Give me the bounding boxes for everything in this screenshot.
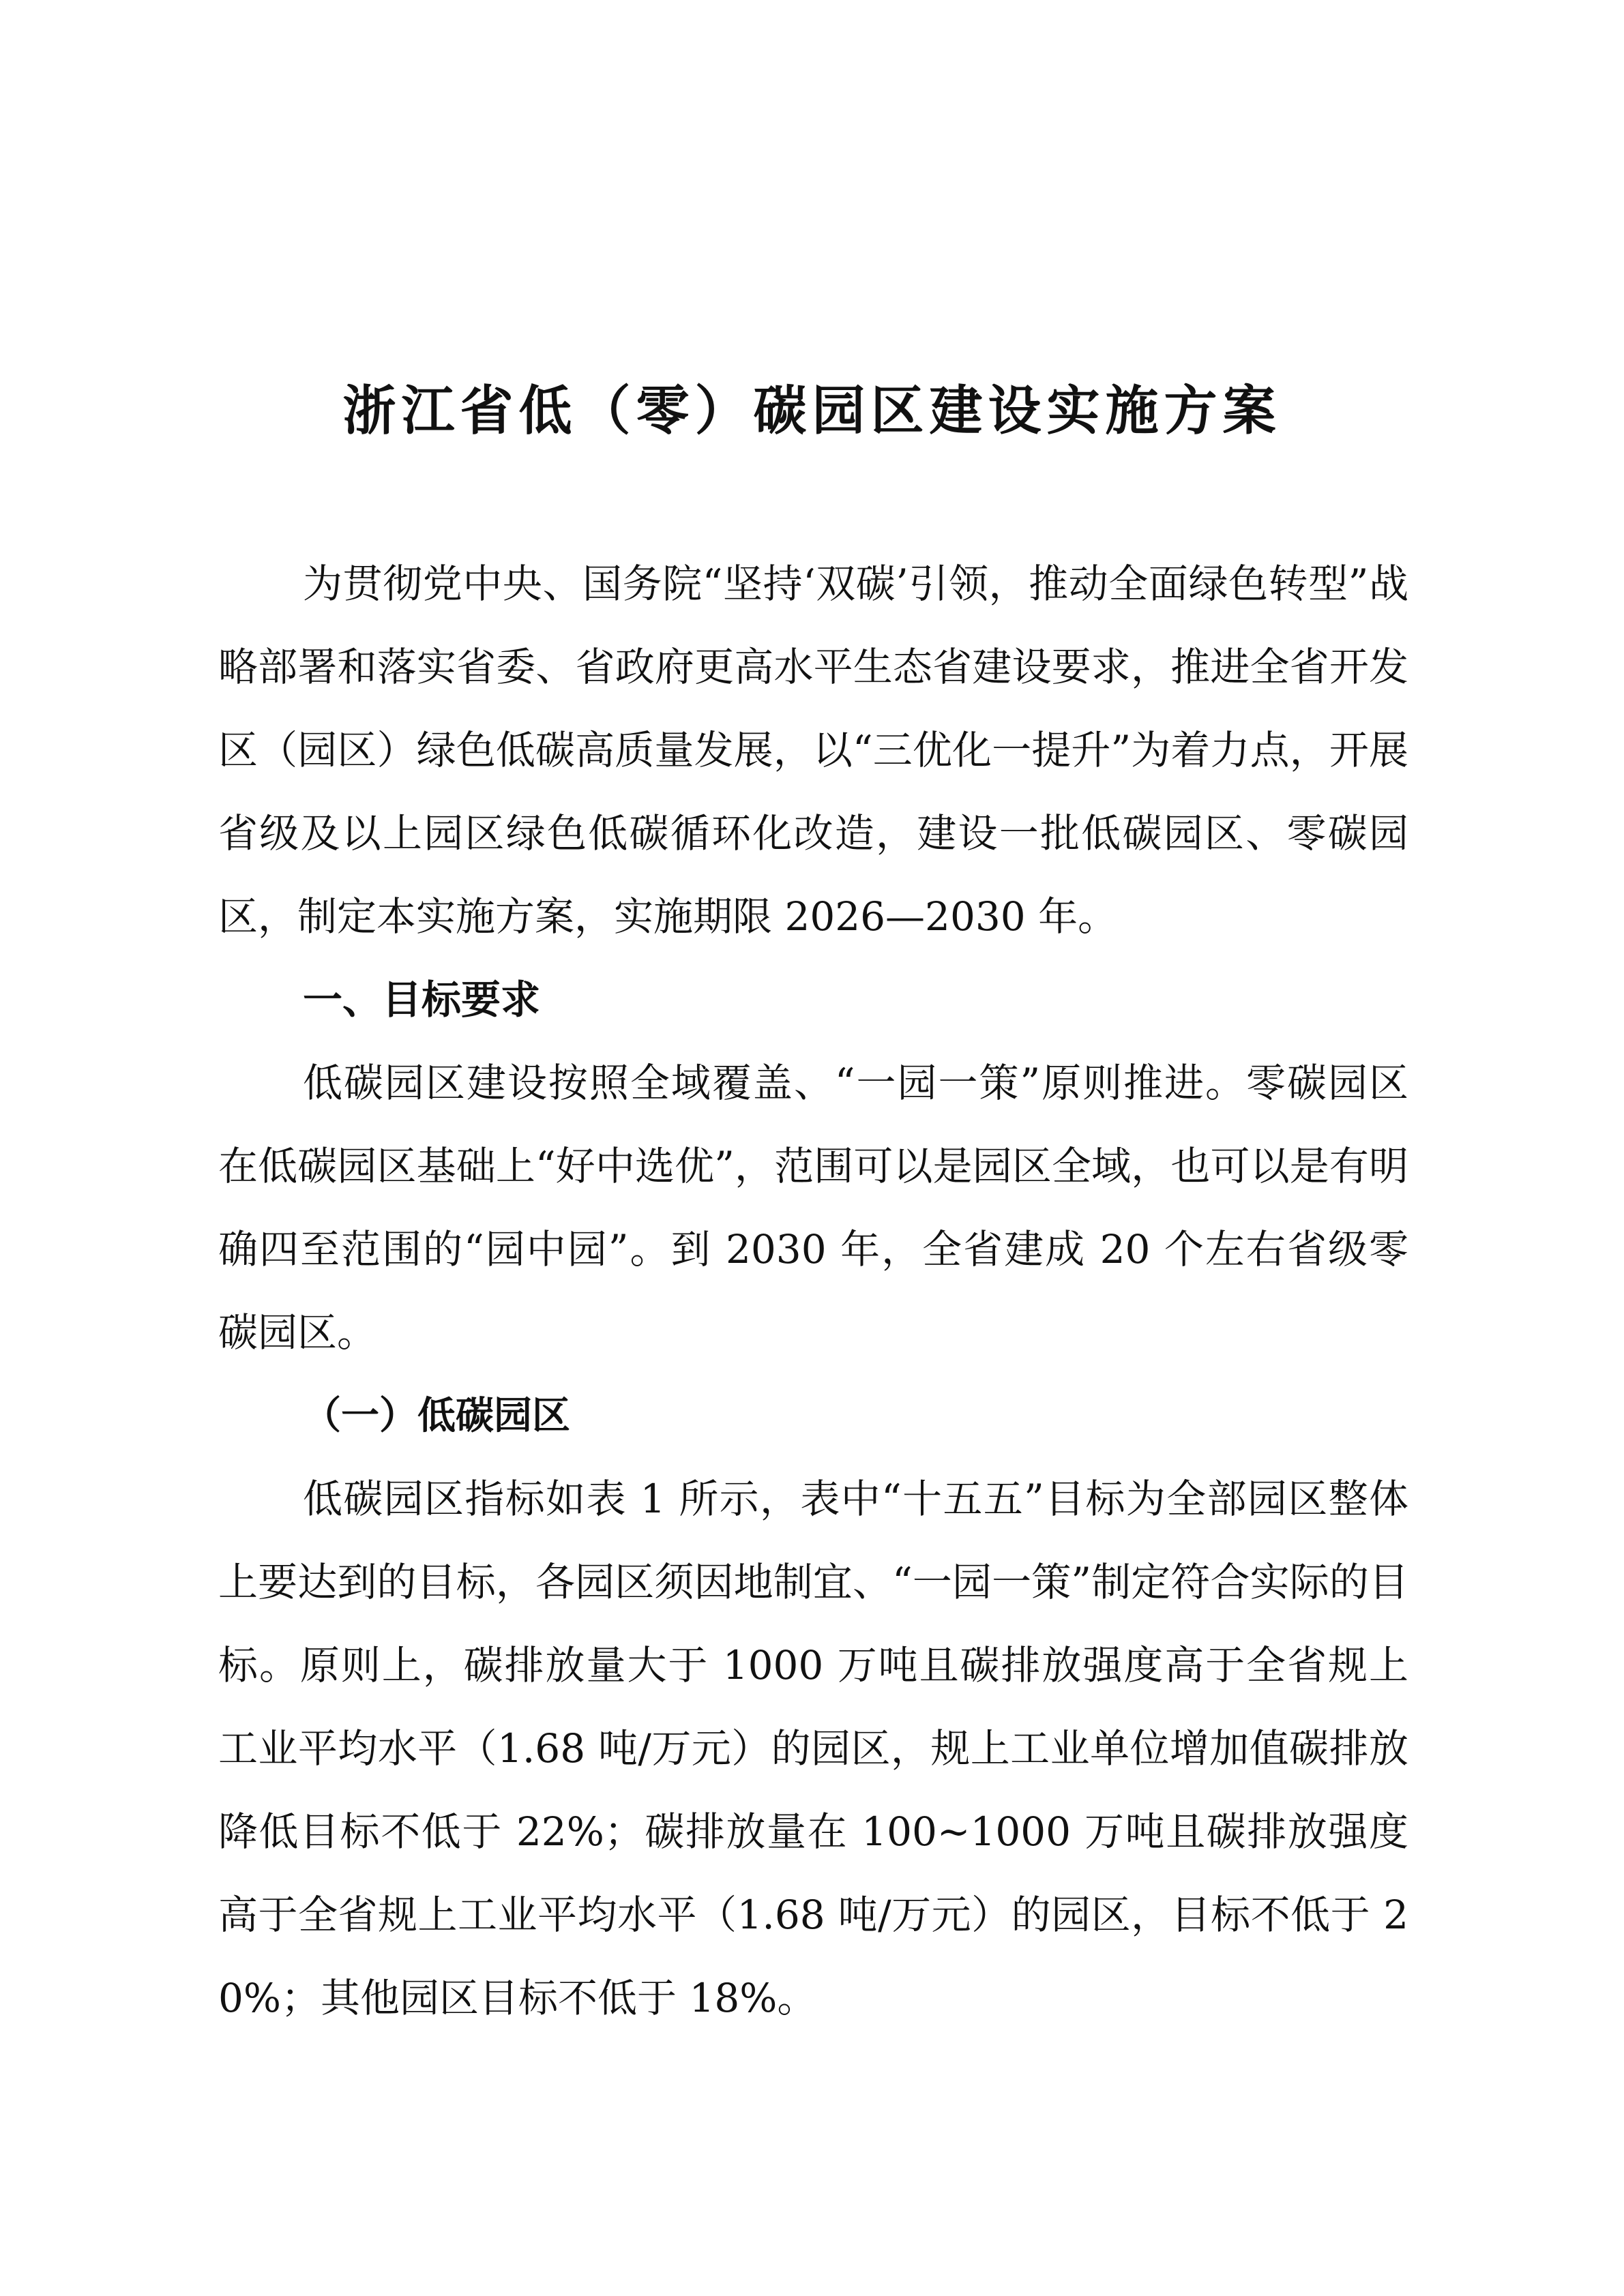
low-carbon-parks-paragraph: 低碳园区指标如表 1 所示，表中“十五五”目标为全部园区整体上要达到的目标，各园区须因地制宜、“一园一策”制定符合实际的目标。原则上，碳排放量大于 1000 万吨且碳排放强度高于全省规上工业平均水平（1.68 吨/万元）的园区，规上工业单位增加值碳排放降低目标不低于 22%；碳排放量在 100~1000 万吨且碳排放强度高于全省规上工业平均水平（1.68 吨/万元）的园区，目标不低于 20%；其他园区目标不低于 18%。 [218, 1476, 1408, 2021]
section-heading-targets: 一、目标要求 [303, 976, 541, 1023]
document-title: 浙江省低（零）碳园区建设实施方案 [342, 380, 1282, 442]
subsection-heading-low-carbon-parks: （一）低碳园区 [303, 1393, 570, 1438]
intro-paragraph: 为贯彻党中央、国务院“坚持‘双碳’引领，推动全面绿色转型”战略部署和落实省委、省政府更高水平生态省建设要求，推进全省开发区（园区）绿色低碳高质量发展，以“三优化一提升”为着力点，开展省级及以上园区绿色低碳循环化改造，建设一批低碳园区、零碳园区，制定本实施方案，实施期限 2026—2030 年。 [218, 561, 1408, 940]
targets-paragraph: 低碳园区建设按照全域覆盖、“一园一策”原则推进。零碳园区在低碳园区基础上“好中选优”，范围可以是园区全域，也可以是有明确四至范围的“园中园”。到 2030 年，全省建成 20 个左右省级零碳园区。 [218, 1060, 1408, 1356]
